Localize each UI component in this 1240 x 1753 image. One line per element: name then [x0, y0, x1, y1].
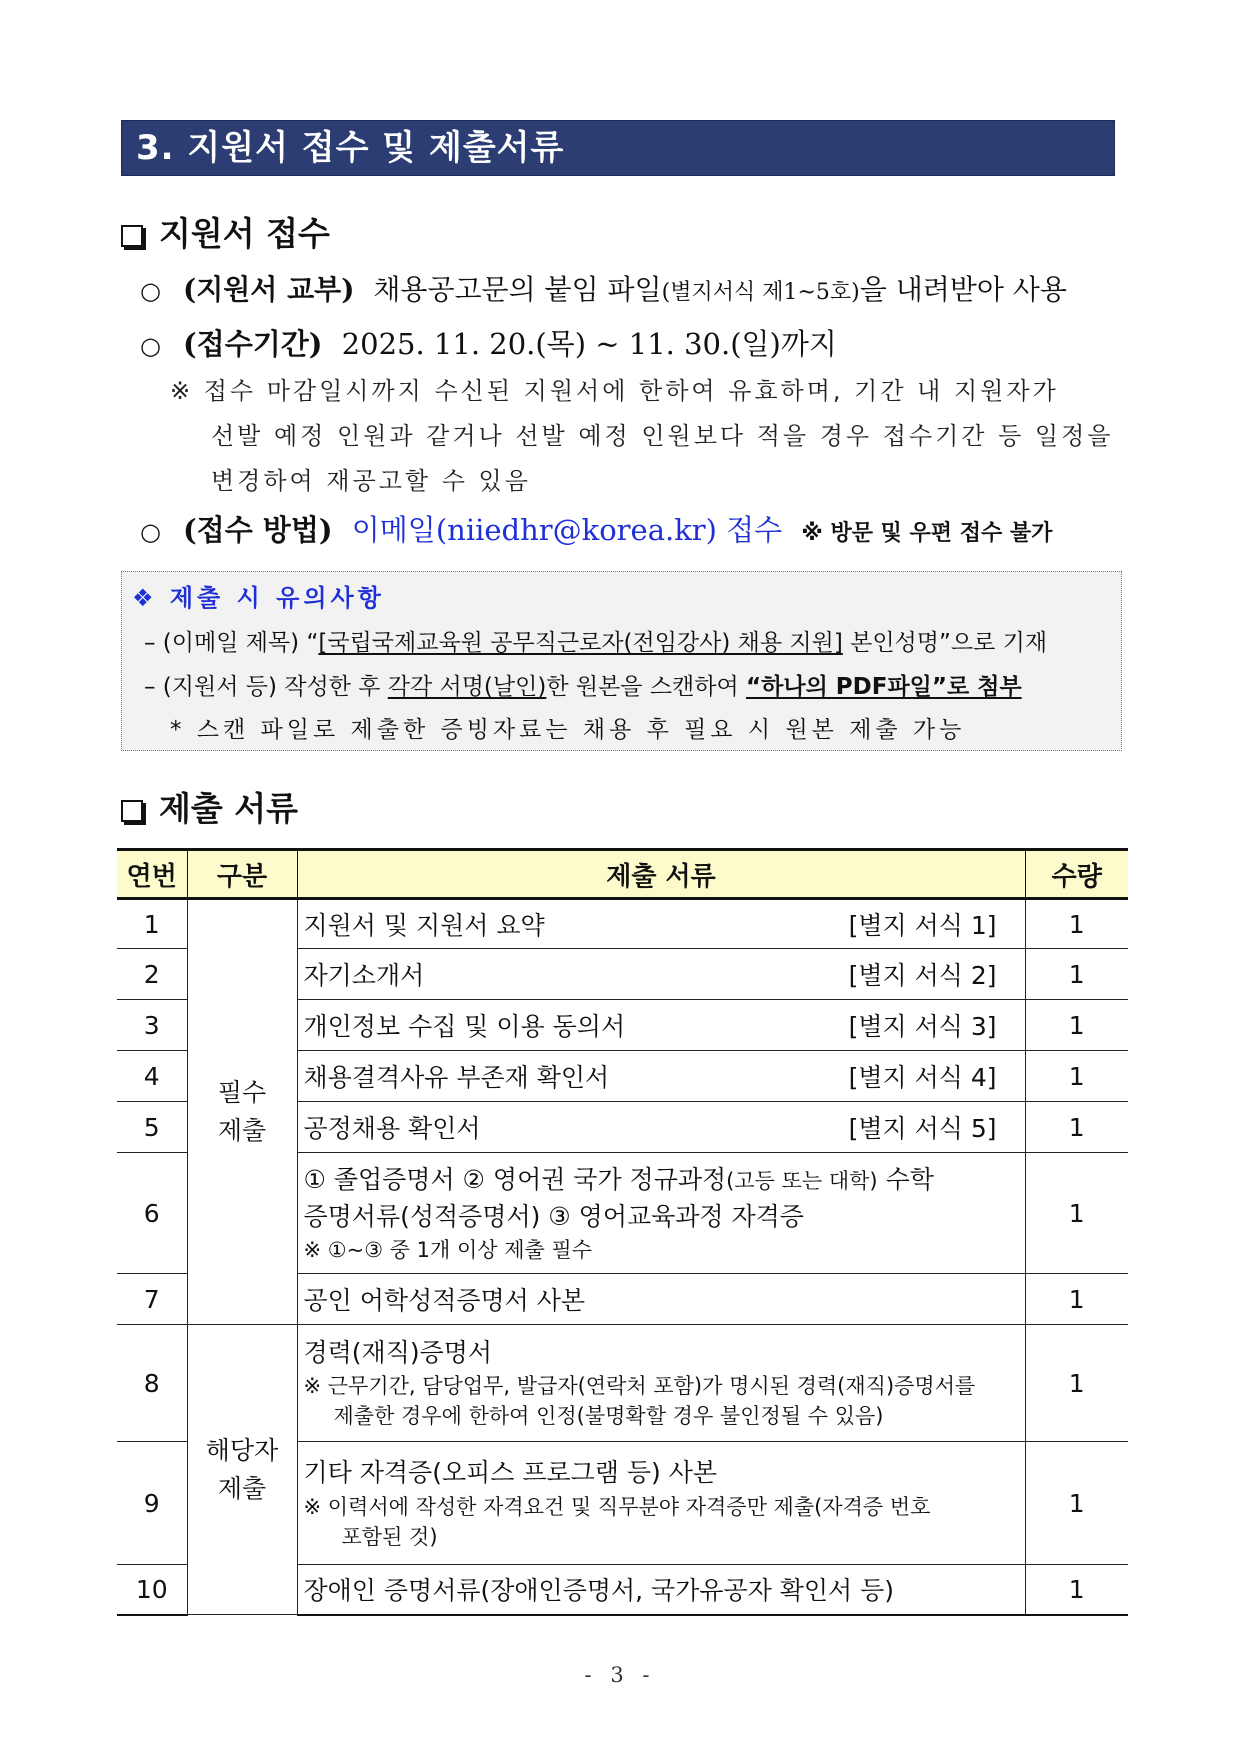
row-no: 3	[117, 1000, 187, 1051]
document-form: [별지 서식 2]	[848, 961, 997, 990]
document-name-line-2: 증명서류(성적증명서) ③ 영어교육과정 자격증	[303, 1201, 804, 1231]
document-name-detail: (고등 또는 대학)	[726, 1168, 878, 1193]
document-name: 기타 자격증(오피스 프로그램 등) 사본	[303, 1458, 718, 1487]
row-document	[297, 1153, 1025, 1274]
notice-scan-note: * 스캔 파일로 제출한 증빙자료는 채용 후 필요 시 원본 제출 가능	[170, 717, 966, 743]
row-no: 6	[117, 1153, 187, 1274]
document-note-cont: 포함된 것)	[341, 1525, 438, 1549]
category-required	[187, 899, 297, 1325]
header-category: 구분	[187, 850, 297, 899]
row-no: 1	[117, 899, 187, 949]
category-required-label: 필수 제출	[217, 1078, 267, 1145]
item-period-label: (접수기간)	[182, 327, 323, 361]
document-form: [별지 서식 5]	[848, 1114, 997, 1143]
document-name: 개인정보 수집 및 이용 동의서	[303, 1012, 626, 1041]
item-distribution	[140, 270, 1067, 313]
row-document: 공인 어학성적증명서 사본	[297, 1274, 1025, 1325]
item-method-email: 이메일(niiedhr@korea.kr) 접수	[351, 513, 783, 547]
document-note: ※ 이력서에 작성한 자격요건 및 직무분야 자격증만 제출(자격증 번호	[303, 1495, 931, 1519]
category-applicable	[187, 1325, 297, 1615]
heading-receipt-text: 지원서 접수	[159, 214, 330, 253]
row-quantity: 1	[1025, 1325, 1128, 1442]
checkbox-square-icon	[121, 800, 143, 822]
row-document	[297, 1000, 1025, 1051]
row-document	[297, 1102, 1025, 1153]
row-document	[297, 1442, 1025, 1565]
period-note-line-2: 선발 예정 인원과 같거나 선발 예정 인원보다 적을 경우 접수기간 등 일정을	[211, 422, 1114, 450]
heading-receipt	[121, 212, 330, 256]
item-distribution-label: (지원서 교부)	[182, 273, 355, 306]
heading-docs	[121, 787, 298, 831]
row-document	[297, 1051, 1025, 1102]
item-distribution-text: 채용공고문의 붙임 파일	[373, 273, 662, 306]
heading-docs-text: 제출 서류	[159, 789, 299, 828]
notice-title: ❖ 제출 시 유의사항	[132, 584, 385, 612]
row-quantity: 1	[1025, 949, 1128, 1000]
document-name: 지원서 및 지원서 요약	[303, 911, 545, 940]
document-name: ① 졸업증명서 ② 영어권 국가 정규과정	[303, 1164, 727, 1194]
notice-email-suffix: 본인성명”으로 기재	[842, 630, 1048, 656]
notice-signature: 각각 서명(날인)	[387, 674, 547, 700]
row-document	[297, 899, 1025, 949]
item-period-text: 2025. 11. 20.(목) ~ 11. 30.(일)까지	[341, 327, 837, 361]
row-document: 장애인 증명서류(장애인증명서, 국가유공자 확인서 등)	[297, 1565, 1025, 1615]
notice-single-pdf: “하나의 PDF파일”로 첨부	[746, 674, 1022, 700]
header-quantity: 수량	[1025, 850, 1128, 899]
circle-bullet-icon: ○	[140, 518, 161, 546]
submission-notice-box	[121, 571, 1122, 751]
document-note: ※ 근무기간, 담당업무, 발급자(연락처 포함)가 명시된 경력(재직)증명서를	[303, 1374, 976, 1398]
item-method-note: ※ 방문 및 우편 접수 불가	[801, 521, 1053, 546]
row-no: 5	[117, 1102, 187, 1153]
document-name: 자기소개서	[303, 961, 425, 990]
documents-table	[117, 848, 1128, 1616]
document-form: [별지 서식 1]	[848, 911, 997, 940]
notice-line-pdf	[144, 667, 1022, 707]
circle-bullet-icon: ○	[140, 332, 161, 360]
row-document	[297, 1325, 1025, 1442]
row-quantity: 1	[1025, 1565, 1128, 1615]
document-form: [별지 서식 3]	[848, 1012, 997, 1041]
document-note-cont: 제출한 경우에 한하여 인정(불명확할 경우 불인정될 수 있음)	[333, 1404, 884, 1428]
section-title: 3. 지원서 접수 및 제출서류	[121, 120, 1115, 176]
row-document	[297, 949, 1025, 1000]
row-no: 8	[117, 1325, 187, 1442]
row-no: 9	[117, 1442, 187, 1565]
circle-bullet-icon: ○	[140, 277, 161, 305]
document-form: [별지 서식 4]	[848, 1063, 997, 1092]
row-quantity: 1	[1025, 1102, 1128, 1153]
item-method-label: (접수 방법)	[182, 513, 333, 547]
notice-email-subject-format: [국립국제교육원 공무직근로자(전임강사) 채용 지원]	[318, 630, 843, 656]
header-no: 연번	[117, 850, 187, 899]
row-quantity: 1	[1025, 1274, 1128, 1325]
row-no: 4	[117, 1051, 187, 1102]
table-header-row	[117, 850, 1128, 899]
document-note: ※ ①~③ 중 1개 이상 제출 필수	[303, 1237, 593, 1262]
document-name: 공정채용 확인서	[303, 1114, 481, 1143]
period-note-line-1: ※ 접수 마감일시까지 수신된 지원서에 한하여 유효하며, 기간 내 지원자가	[170, 377, 1059, 405]
table-row	[117, 1325, 1128, 1442]
row-no: 2	[117, 949, 187, 1000]
checkbox-square-icon	[121, 225, 143, 247]
item-method	[140, 510, 1052, 554]
notice-line-email-subject	[144, 623, 1047, 663]
row-quantity: 1	[1025, 1153, 1128, 1274]
document-name-cont: 수학	[877, 1164, 934, 1194]
notice-email-label: – (이메일 제목) “	[144, 630, 319, 656]
period-note-line-3: 변경하여 재공고할 수 있음	[211, 467, 531, 495]
row-quantity: 1	[1025, 1442, 1128, 1565]
row-no: 10	[117, 1565, 187, 1615]
category-applicable-label: 해당자 제출	[205, 1435, 279, 1503]
row-quantity: 1	[1025, 899, 1128, 949]
page-number: - 3 -	[584, 1663, 656, 1687]
notice-docs-label: – (지원서 등) 작성한 후	[144, 674, 388, 700]
table-row	[117, 899, 1128, 949]
row-quantity: 1	[1025, 1000, 1128, 1051]
document-name: 경력(재직)증명서	[303, 1338, 493, 1367]
item-period	[140, 324, 837, 366]
notice-scan: 한 원본을 스캔하여	[546, 674, 747, 700]
item-distribution-text-end: 을 내려받아 사용	[859, 273, 1067, 306]
row-no: 7	[117, 1274, 187, 1325]
item-distribution-forms: (별지서식 제1~5호)	[661, 280, 860, 305]
row-quantity: 1	[1025, 1051, 1128, 1102]
document-name: 채용결격사유 부존재 확인서	[303, 1063, 610, 1092]
header-document: 제출 서류	[297, 850, 1025, 899]
